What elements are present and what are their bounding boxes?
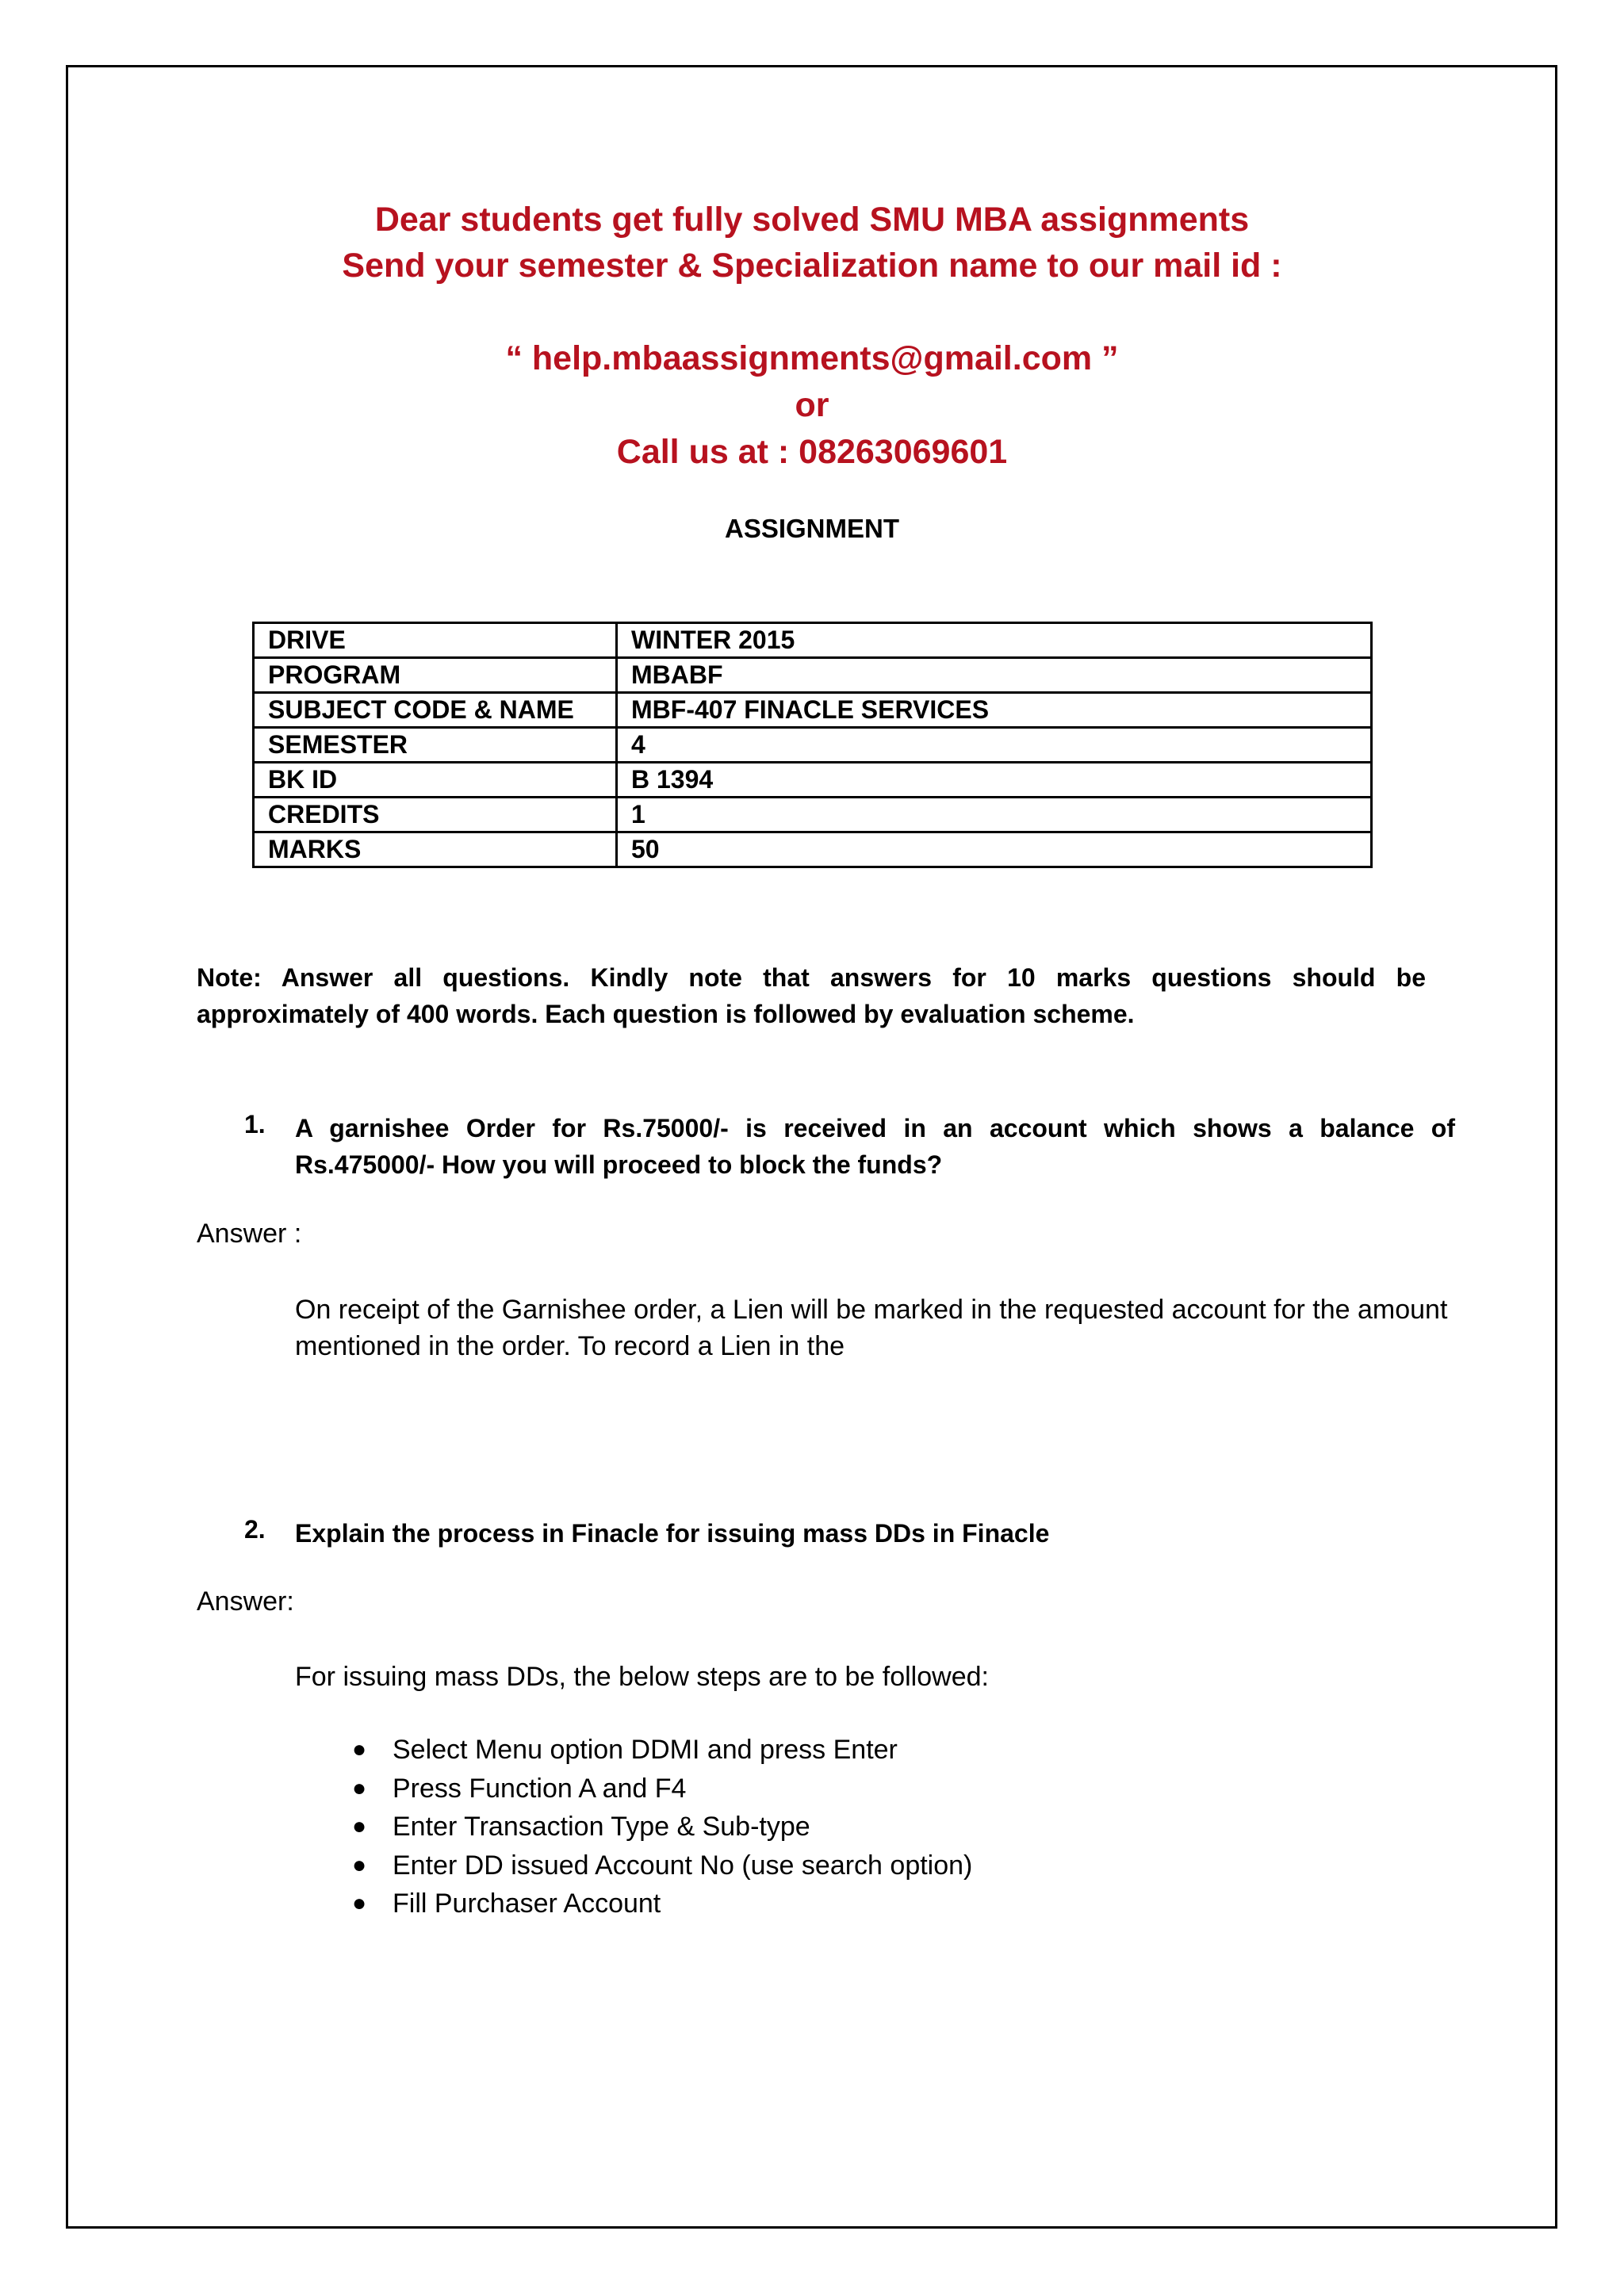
table-row	[254, 728, 1372, 763]
promo-line-1: Dear students get fully solved SMU MBA assignments	[374, 201, 1250, 239]
question-2-text: Explain the process in Finacle for issuing mass DDs in Finacle	[295, 1519, 1050, 1548]
promo-email: “ help.mbaassignments@gmail.com ”	[505, 339, 1119, 377]
page-title: ASSIGNMENT	[724, 514, 899, 543]
row-label: BK ID	[254, 763, 617, 798]
assignment-info-table	[252, 622, 1373, 868]
row-label: PROGRAM	[254, 658, 617, 693]
question-2-number: 2.	[244, 1515, 266, 1544]
promo-or: or	[795, 386, 829, 424]
row-value: WINTER 2015	[617, 623, 1372, 658]
table-row	[254, 832, 1372, 867]
row-value: B 1394	[617, 763, 1372, 798]
table-row	[254, 658, 1372, 693]
row-value: 1	[617, 798, 1372, 832]
table-row	[254, 623, 1372, 658]
bullet-icon: ●	[352, 1774, 367, 1801]
bullet-icon: ●	[352, 1813, 367, 1839]
table-row	[254, 763, 1372, 798]
instructions-note: Note: Answer all questions. Kindly note that answers for 10 marks questions should be approximately of 400 words. Each question is followed by evaluation scheme.	[197, 963, 1426, 1028]
step-text: Enter Transaction Type & Sub-type	[393, 1812, 810, 1842]
promo-phone: Call us at : 08263069601	[616, 433, 1008, 471]
row-value: MBABF	[617, 658, 1372, 693]
answer-1-label: Answer :	[197, 1219, 302, 1249]
row-label: DRIVE	[254, 623, 617, 658]
row-value: 50	[617, 832, 1372, 867]
row-value: MBF-407 FINACLE SERVICES	[617, 693, 1372, 728]
bullet-icon: ●	[352, 1851, 367, 1878]
row-value: 4	[617, 728, 1372, 763]
promo-line-2: Send your semester & Specialization name to our mail id :	[342, 247, 1282, 285]
bullet-icon: ●	[352, 1736, 367, 1762]
row-label: MARKS	[254, 832, 617, 867]
step-text: Select Menu option DDMI and press Enter	[393, 1735, 898, 1765]
answer-1-text: On receipt of the Garnishee order, a Lien will be marked in the requested account for the amount mentioned in the order. To record a Lien in the	[295, 1295, 1448, 1361]
step-text: Fill Purchaser Account	[393, 1888, 661, 1919]
row-label: SUBJECT CODE & NAME	[254, 693, 617, 728]
question-1-number: 1.	[244, 1110, 266, 1138]
table-row	[254, 693, 1372, 728]
step-text: Enter DD issued Account No (use search option)	[393, 1850, 973, 1881]
row-label: CREDITS	[254, 798, 617, 832]
step-text: Press Function A and F4	[393, 1773, 687, 1804]
answer-2-label: Answer:	[197, 1586, 294, 1617]
row-label: SEMESTER	[254, 728, 617, 763]
table-row	[254, 798, 1372, 832]
bullet-icon: ●	[352, 1890, 367, 1916]
question-1-text: A garnishee Order for Rs.75000/- is received in an account which shows a balance of Rs.475000/- How you will proceed to block the funds?	[295, 1114, 1455, 1179]
answer-2-text: For issuing mass DDs, the below steps are to be followed:	[295, 1662, 989, 1692]
